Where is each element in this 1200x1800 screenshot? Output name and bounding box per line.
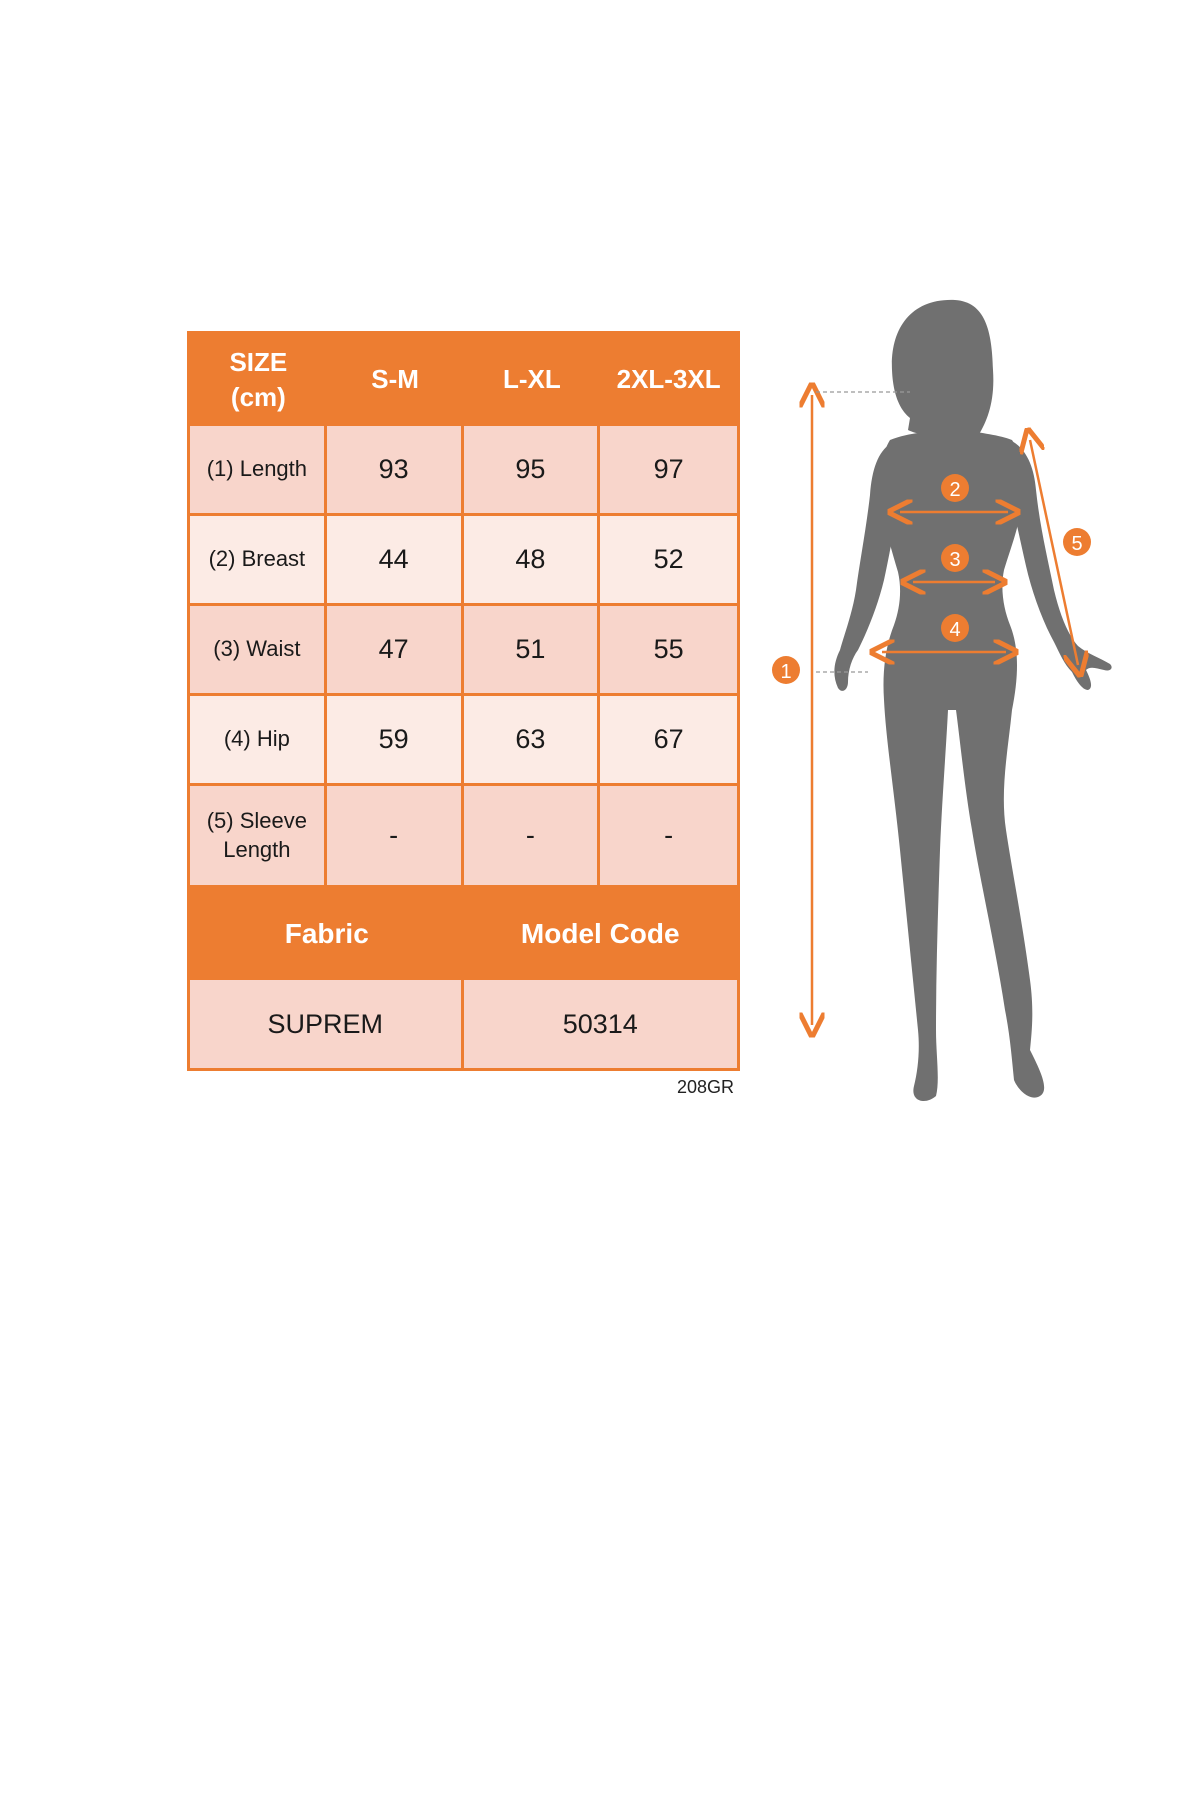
table-row-breast xyxy=(190,516,737,606)
marker-2-label: 2 xyxy=(949,479,961,501)
table-cell: 55 xyxy=(600,606,737,696)
marker-4-label: 4 xyxy=(949,619,961,641)
fabric-model-value-row xyxy=(190,980,737,1068)
product-code-tag: 208GR xyxy=(677,1077,735,1097)
column-header-l-xl: L-XL xyxy=(502,364,561,395)
table-row-length xyxy=(190,426,737,516)
table-row-waist xyxy=(190,606,737,696)
column-header-2xl-3xl: 2XL-3XL xyxy=(616,364,721,395)
model-code-header: Model Code xyxy=(520,918,680,949)
table-cell: - xyxy=(327,786,464,888)
table-cell: - xyxy=(600,786,737,888)
column-header-s-m: S-M xyxy=(371,364,419,395)
size-chart-table xyxy=(187,331,740,1071)
model-code-value: 50314 xyxy=(464,980,738,1068)
table-cell: 47 xyxy=(327,606,464,696)
table-cell: 67 xyxy=(600,696,737,786)
table-cell: 59 xyxy=(327,696,464,786)
row-label: (1) Length xyxy=(190,426,327,516)
table-cell: 97 xyxy=(600,426,737,516)
row-label: (2) Breast xyxy=(190,516,327,606)
fabric-model-header-row xyxy=(190,888,737,980)
table-cell: 44 xyxy=(327,516,464,606)
table-cell: 95 xyxy=(464,426,601,516)
row-label: (5) Sleeve Length xyxy=(190,786,327,888)
row-label: (3) Waist xyxy=(190,606,327,696)
marker-5-label: 5 xyxy=(1071,533,1083,555)
table-cell: 51 xyxy=(464,606,601,696)
table-cell: 93 xyxy=(327,426,464,516)
table-row-hip xyxy=(190,696,737,786)
table-row-sleeve-length xyxy=(190,786,737,888)
fabric-value: SUPREM xyxy=(190,980,464,1068)
table-cell: - xyxy=(464,786,601,888)
marker-3-label: 3 xyxy=(949,549,961,571)
female-silhouette-icon xyxy=(834,300,1111,1101)
body-measurement-figure xyxy=(760,290,1160,1130)
table-header-row xyxy=(190,334,737,426)
table-cell: 63 xyxy=(464,696,601,786)
table-cell: 48 xyxy=(464,516,601,606)
table-cell: 52 xyxy=(600,516,737,606)
fabric-header: Fabric xyxy=(284,918,369,949)
size-unit-header: SIZE (cm) xyxy=(229,346,288,412)
row-label: (4) Hip xyxy=(190,696,327,786)
marker-1-label: 1 xyxy=(780,661,792,683)
